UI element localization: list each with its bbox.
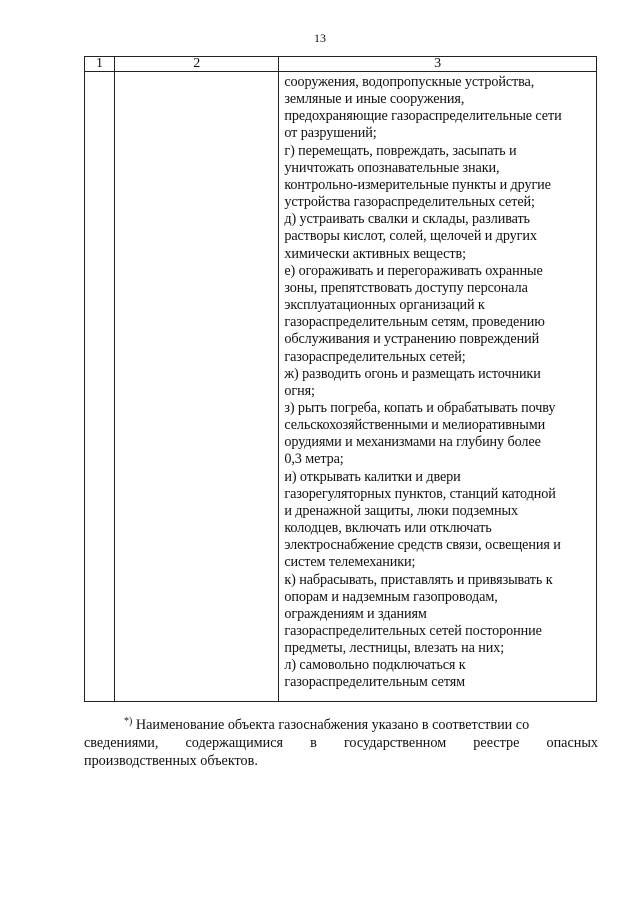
text-line: ж) разводить огонь и размещать источники — [284, 365, 541, 382]
table-cell-col1 — [85, 72, 115, 702]
text-line: ограждениям и зданиям — [284, 605, 427, 622]
footnote-line-3: производственных объектов. — [84, 753, 258, 769]
text-line: предметы, лестницы, влезать на них; — [284, 640, 505, 657]
text-line: к) набрасывать, приставлять и привязывать к — [284, 571, 553, 588]
text-line: земляные и иные сооружения, — [284, 91, 465, 108]
text-line: химически активных веществ; — [284, 245, 466, 262]
footnote-line-1-text: Наименование объекта газоснабжения указано в соответствии со — [135, 717, 530, 733]
text-line: обслуживания и устранению повреждений — [284, 331, 540, 348]
text-line: г) перемещать, повреждать, засыпать и — [284, 142, 517, 159]
text-line: устройства газораспределительных сетей; — [284, 194, 535, 211]
text-line: сельскохозяйственными и мелиоративными — [284, 417, 546, 434]
footnote-word: в — [310, 735, 317, 751]
footnote-word: государственном — [343, 735, 447, 751]
text-line: контрольно-измерительные пункты и другие — [284, 176, 551, 193]
text-line: сооружения, водопропускные устройства, — [284, 74, 535, 90]
page-number: 13 — [314, 31, 326, 45]
text-line: л) самовольно подключаться к — [284, 657, 466, 674]
table-row — [85, 72, 597, 702]
text-line: газораспределительным сетям — [284, 674, 466, 691]
footnote-word: реестре — [473, 735, 520, 751]
table-cell-col3 — [279, 72, 597, 702]
footnote-line-2 — [84, 734, 598, 752]
footnote-word: опасных — [546, 735, 598, 751]
text-line: газораспределительных сетей посторонние — [284, 623, 542, 639]
text-line: 0,3 метра; — [284, 451, 344, 468]
column-header-1: 1 — [85, 57, 115, 72]
footnote-line-1 — [84, 716, 598, 734]
text-line: орудиями и механизмами на глубину более — [284, 434, 541, 451]
text-line: газораспределительным сетям, проведению — [284, 314, 545, 331]
footnote — [84, 716, 598, 770]
text-line: систем телемеханики; — [284, 554, 416, 571]
footnote-marker: *) — [124, 716, 133, 727]
restrictions-text — [279, 72, 596, 692]
text-line: е) огораживать и перегораживать охранные — [284, 262, 543, 279]
text-line: уничтожать опознавательные знаки, — [284, 159, 500, 176]
footnote-word: сведениями, — [84, 735, 159, 751]
text-line: от разрушений; — [284, 125, 377, 142]
text-line: и дренажной защиты, люки подземных — [284, 502, 518, 519]
table-header-row — [85, 57, 597, 72]
text-line: эксплуатационных организаций к — [284, 297, 485, 314]
text-line: газорегуляторных пунктов, станций катодной — [284, 485, 556, 502]
footnote-word: содержащимися — [185, 735, 284, 751]
text-line: электроснабжение средств связи, освещения и — [284, 537, 561, 554]
text-line: газораспределительных сетей; — [284, 348, 466, 365]
requirements-table — [84, 56, 597, 702]
column-header-3: 3 — [279, 57, 597, 72]
text-line: зоны, препятствовать доступу персонала — [284, 279, 528, 296]
text-line: д) устраивать свалки и склады, разливать — [284, 211, 530, 228]
table-cell-col2 — [115, 72, 279, 702]
text-line: опорам и надземным газопроводам, — [284, 588, 498, 605]
text-line: предохраняющие газораспределительные сети — [284, 108, 562, 125]
text-line: огня; — [284, 382, 315, 399]
text-line: и) открывать калитки и двери — [284, 468, 461, 485]
column-header-2: 2 — [115, 57, 279, 72]
text-line: колодцев, включать или отключать — [284, 520, 492, 537]
text-line: з) рыть погреба, копать и обрабатывать почву — [284, 399, 556, 416]
text-line: растворы кислот, солей, щелочей и других — [284, 228, 537, 245]
